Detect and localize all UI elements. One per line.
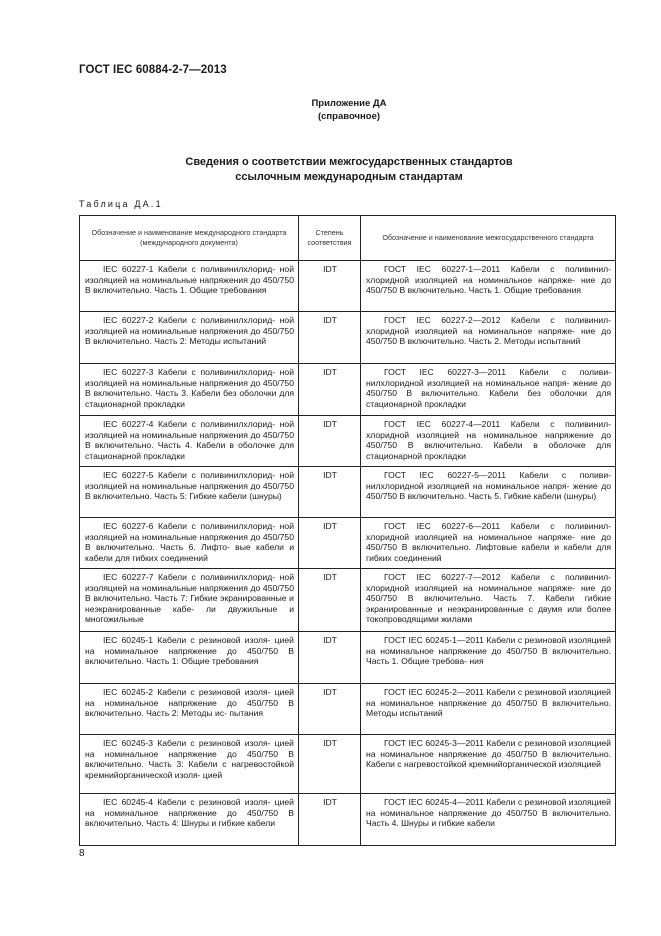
annex-title: Приложение ДА xyxy=(311,98,387,109)
cell-national-standard-text: ГОСТ IEC 60227-1—2011 Кабели с поливинил- хлоридной изоляцией на номинальное напряже- ние до 450/750 В включительно. Часть 1. Общие требования xyxy=(366,264,611,296)
cell-international-standard-text: IEC 60227-6 Кабели с поливинилхлорид- ной изоляцией на номинальные напряжения до 450/750 В включительно. Часть 6. Лифто- вые кабели и кабели для гибких соединений xyxy=(85,521,294,563)
cell-national-standard-text: ГОСТ IEC 60227-7—2012 Кабели с поливинил- хлоридной изоляцией на номинальное напряже- ние до 450/750 В включительно. Часть 7. Кабели гибкие экранированные и неэкранированные с двумя или более токопроводящими жилами xyxy=(366,572,611,625)
table-row xyxy=(80,794,616,846)
cell-degree-text: IDT xyxy=(323,315,337,325)
cell-degree xyxy=(299,518,361,569)
cell-degree-text: IDT xyxy=(323,687,337,697)
cell-degree xyxy=(299,684,361,735)
cell-international-standard-text: IEC 60227-1 Кабели с поливинилхлорид- ной изоляцией на номинальные напряжения до 450/750 В включительно. Часть 1. Общие требования xyxy=(85,264,294,296)
cell-international-standard xyxy=(80,312,299,364)
cell-degree-text: IDT xyxy=(323,470,337,480)
cell-national-standard-text: ГОСТ IEC 60245-3—2011 Кабели с резиновой изоляцией на номинальное напряжение до 450/750 В включительно. Кабели с нагревостойкой кремнийорганической изоляцией xyxy=(366,738,611,770)
cell-degree-text: IDT xyxy=(323,264,337,274)
table-row xyxy=(80,364,616,416)
cell-national-standard xyxy=(361,569,616,632)
cell-international-standard xyxy=(80,632,299,684)
cell-degree xyxy=(299,416,361,467)
cell-national-standard xyxy=(361,632,616,684)
cell-national-standard-text: ГОСТ IEC 60227-2—2012 Кабели с поливинил- хлоридной изоляцией на номинальное напряже- ние до 450/750 В включительно. Часть 2. Методы испытаний xyxy=(366,315,611,347)
cell-national-standard-text: ГОСТ IEC 60227-5—2011 Кабели с поливи- нилхлоридной изоляцией на номинальное напря- жение до 450/750 В включительно. Часть 5. Гибкие кабели (шнуры) xyxy=(366,470,611,502)
cell-degree-text: IDT xyxy=(323,635,337,645)
cell-national-standard-text: ГОСТ IEC 60245-1—2011 Кабели с резиновой изоляцией на номинальное напряжение до 450/750 В включительно. Часть 1. Общие требова- ния xyxy=(366,635,611,667)
cell-international-standard-text: IEC 60227-5 Кабели с поливинилхлорид- ной изоляцией на номинальные напряжения до 450/750 В включительно. Часть 5: Гибкие кабели (шнуры) xyxy=(85,470,294,502)
table-row xyxy=(80,416,616,467)
table-row xyxy=(80,518,616,569)
page-number: 8 xyxy=(79,848,85,859)
table-row xyxy=(80,312,616,364)
section-title-line-2: ссылочным международным стандартам xyxy=(235,171,463,183)
cell-international-standard-text: IEC 60245-4 Кабели с резиновой изоля- цией на номинальное напряжение до 450/750 В включительно. Часть 4: Шнуры и гибкие кабели xyxy=(85,797,294,829)
cell-degree xyxy=(299,467,361,518)
table-row xyxy=(80,467,616,518)
table-row xyxy=(80,261,616,312)
cell-international-standard-text: IEC 60245-2 Кабели с резиновой изоля- цией на номинальное напряжение до 450/750 В включительно. Часть 2: Методы ис- пытания xyxy=(85,687,294,719)
cell-international-standard xyxy=(80,261,299,312)
cell-degree-text: IDT xyxy=(323,797,337,807)
header-international-standard: Обозначение и наименование международного стандарта (международного документа) xyxy=(80,216,299,261)
cell-national-standard xyxy=(361,364,616,416)
table-row xyxy=(80,632,616,684)
cell-international-standard xyxy=(80,735,299,794)
cell-degree xyxy=(299,569,361,632)
cell-national-standard-text: ГОСТ IEC 60245-4—2011 Кабели с резиновой изоляцией на номинальное напряжение до 450/750 В включительно. Часть 4. Шнуры и гибкие кабели xyxy=(366,797,611,829)
table-header-row xyxy=(80,216,616,261)
header-national-standard: Обозначение и наименование межгосударственного стандарта xyxy=(361,216,616,261)
section-title-line-1: Сведения о соответствии межгосударственных стандартов xyxy=(185,156,513,168)
annex-note: (справочное) xyxy=(317,111,381,122)
cell-national-standard xyxy=(361,794,616,846)
cell-national-standard-text: ГОСТ IEC 60245-2—2011 Кабели с резиновой изоляцией на номинальное напряжение до 450/750 В включительно. Методы испытаний xyxy=(366,687,611,719)
cell-international-standard xyxy=(80,364,299,416)
header-degree: Степень соответствия xyxy=(299,216,361,261)
cell-degree-text: IDT xyxy=(323,367,337,377)
annex-heading xyxy=(0,97,661,123)
cell-international-standard-text: IEC 60245-1 Кабели с резиновой изоля- цией на номинальное напряжение до 450/750 В включительно. Часть 1: Общие требования xyxy=(85,635,294,667)
standards-correspondence-table xyxy=(79,215,616,846)
cell-international-standard-text: IEC 60245-3 Кабели с резиновой изоля- цией на номинальное напряжение до 450/750 В включительно. Часть 3: Кабели с нагревостойкой кремнийорганической изоля- цией xyxy=(85,738,294,780)
cell-degree xyxy=(299,261,361,312)
cell-national-standard xyxy=(361,735,616,794)
cell-international-standard xyxy=(80,467,299,518)
cell-degree xyxy=(299,735,361,794)
cell-degree xyxy=(299,364,361,416)
section-title xyxy=(0,155,661,185)
cell-national-standard-text: ГОСТ IEC 60227-4—2011 Кабели с поливинил- хлоридной изоляцией на номинальное напряжение до 450/750 В включительно. Кабели в оболочке для стационарной прокладки xyxy=(366,419,611,461)
cell-national-standard xyxy=(361,467,616,518)
cell-national-standard xyxy=(361,684,616,735)
cell-national-standard xyxy=(361,312,616,364)
cell-international-standard xyxy=(80,518,299,569)
cell-international-standard-text: IEC 60227-4 Кабели с поливинилхлорид- ной изоляцией на номинальные напряжения до 450/750 В включительно. Часть 4. Кабели в оболочке для стационарной прокладки xyxy=(85,419,294,461)
table-caption: Таблица ДА.1 xyxy=(79,199,163,209)
cell-international-standard xyxy=(80,569,299,632)
cell-international-standard-text: IEC 60227-2 Кабели с поливинилхлорид- ной изоляцией на номинальные напряжения до 450/750 В включительно. Часть 2: Методы испытаний xyxy=(85,315,294,347)
cell-degree xyxy=(299,794,361,846)
table-row xyxy=(80,735,616,794)
cell-national-standard xyxy=(361,518,616,569)
table-row xyxy=(80,684,616,735)
cell-national-standard-text: ГОСТ IEC 60227-3—2011 Кабели с поливи- нилхлоридной изоляцией на номинальное напря- жение до 450/750 В включительно. Кабели без оболочки для стационарной прокладки xyxy=(366,367,611,409)
cell-degree-text: IDT xyxy=(323,521,337,531)
cell-degree-text: IDT xyxy=(323,738,337,748)
table-row xyxy=(80,569,616,632)
cell-international-standard xyxy=(80,416,299,467)
cell-international-standard-text: IEC 60227-3 Кабели с поливинилхлорид- ной изоляцией на номинальные напряжения до 450/750 В включительно. Часть 3. Кабели без оболочки для стационарной прокладки xyxy=(85,367,294,409)
cell-national-standard-text: ГОСТ IEC 60227-6—2011 Кабели с поливинил- хлоридной изоляцией на номинальное напряже- ние до 450/750 В включительно. Лифтовые кабели и кабели для гибких соединений xyxy=(366,521,611,563)
cell-international-standard-text: IEC 60227-7 Кабели с поливинилхлорид- ной изоляцией на номинальные напряжения до 450/750 В включительно. Часть 7: Гибкие экранированные и неэкранированные кабе- ли двужильные и многожильные xyxy=(85,572,294,625)
cell-national-standard xyxy=(361,261,616,312)
cell-degree xyxy=(299,632,361,684)
cell-degree-text: IDT xyxy=(323,419,337,429)
cell-international-standard xyxy=(80,794,299,846)
table-body xyxy=(80,261,616,846)
cell-degree-text: IDT xyxy=(323,572,337,582)
document-header: ГОСТ IEC 60884-2-7—2013 xyxy=(79,64,227,76)
cell-degree xyxy=(299,312,361,364)
cell-national-standard xyxy=(361,416,616,467)
cell-international-standard xyxy=(80,684,299,735)
